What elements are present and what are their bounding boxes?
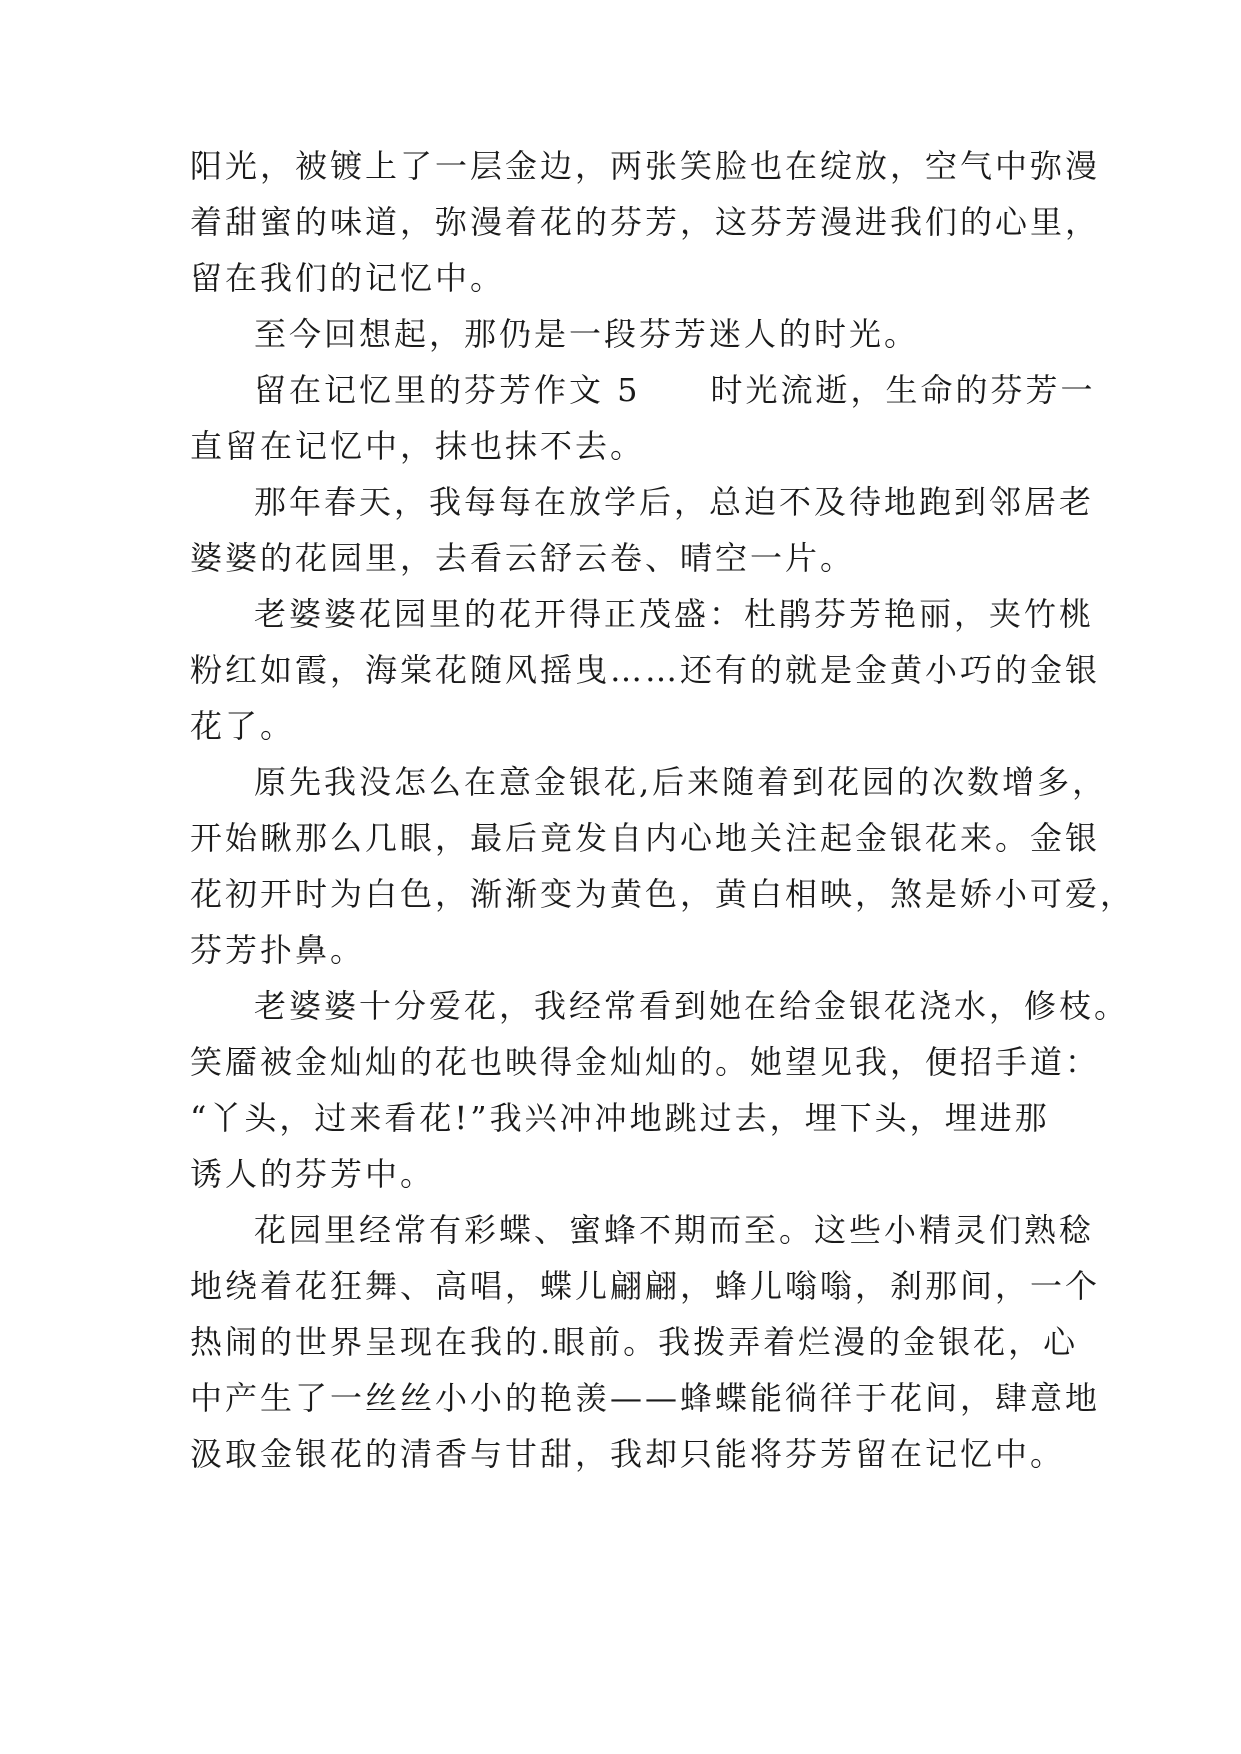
text-line: 汲取金银花的清香与甘甜，我却只能将芬芳留在记忆中。 (190, 1435, 1066, 1473)
text-line: 笑靥被金灿灿的花也映得金灿灿的。她望见我，便招手道： (190, 1043, 1101, 1081)
text-line: 那年春天，我每每在放学后，总迫不及待地跑到邻居老 (254, 483, 1095, 521)
text-line: 着甜蜜的味道，弥漫着花的芬芳，这芬芳漫进我们的心里， (190, 203, 1101, 241)
text-line: 老婆婆花园里的花开得正茂盛：杜鹃芬芳艳丽，夹竹桃 (254, 595, 1095, 633)
text-line: 诱人的芬芳中。 (190, 1155, 436, 1193)
text-line: 花初开时为白色，渐渐变为黄色，黄白相映，煞是娇小可爱， (190, 875, 1136, 913)
text-line: 热闹的世界呈现在我的.眼前。我拨弄着烂漫的金银花，心 (190, 1323, 1079, 1361)
text-line: 芬芳扑鼻。 (190, 931, 366, 969)
text-line: 至今回想起，那仍是一段芬芳迷人的时光。 (254, 315, 920, 353)
text-line: 直留在记忆中，抹也抹不去。 (190, 427, 646, 465)
text-line: 阳光，被镀上了一层金边，两张笑脸也在绽放，空气中弥漫 (190, 147, 1101, 185)
text-line: 留在我们的记忆中。 (190, 259, 506, 297)
text-line: 花园里经常有彩蝶、蜜蜂不期而至。这些小精灵们熟稔 (254, 1211, 1095, 1249)
text-line: 粉红如霞，海棠花随风摇曳……还有的就是金黄小巧的金银 (190, 651, 1101, 689)
text-line: 老婆婆十分爱花，我经常看到她在给金银花浇水，修枝。 (254, 987, 1130, 1025)
text-line: 留在记忆里的芬芳作文 5 时光流逝，生命的芬芳一 (254, 371, 1096, 409)
text-line: 婆婆的花园里，去看云舒云卷、晴空一片。 (190, 539, 856, 577)
text-line: 中产生了一丝丝小小的艳羡——蜂蝶能徜徉于花间，肆意地 (190, 1379, 1101, 1417)
text-line: 开始瞅那么几眼，最后竟发自内心地关注起金银花来。金银 (190, 819, 1101, 857)
text-line: 花了。 (190, 707, 296, 745)
text-line: 原先我没怎么在意金银花,后来随着到花园的次数增多， (254, 763, 1108, 801)
text-line: 地绕着花狂舞、高唱，蝶儿翩翩，蜂儿嗡嗡，刹那间，一个 (190, 1267, 1101, 1305)
text-line: “丫头，过来看花!”我兴冲冲地跳过去，埋下头，埋进那 (190, 1099, 1050, 1137)
